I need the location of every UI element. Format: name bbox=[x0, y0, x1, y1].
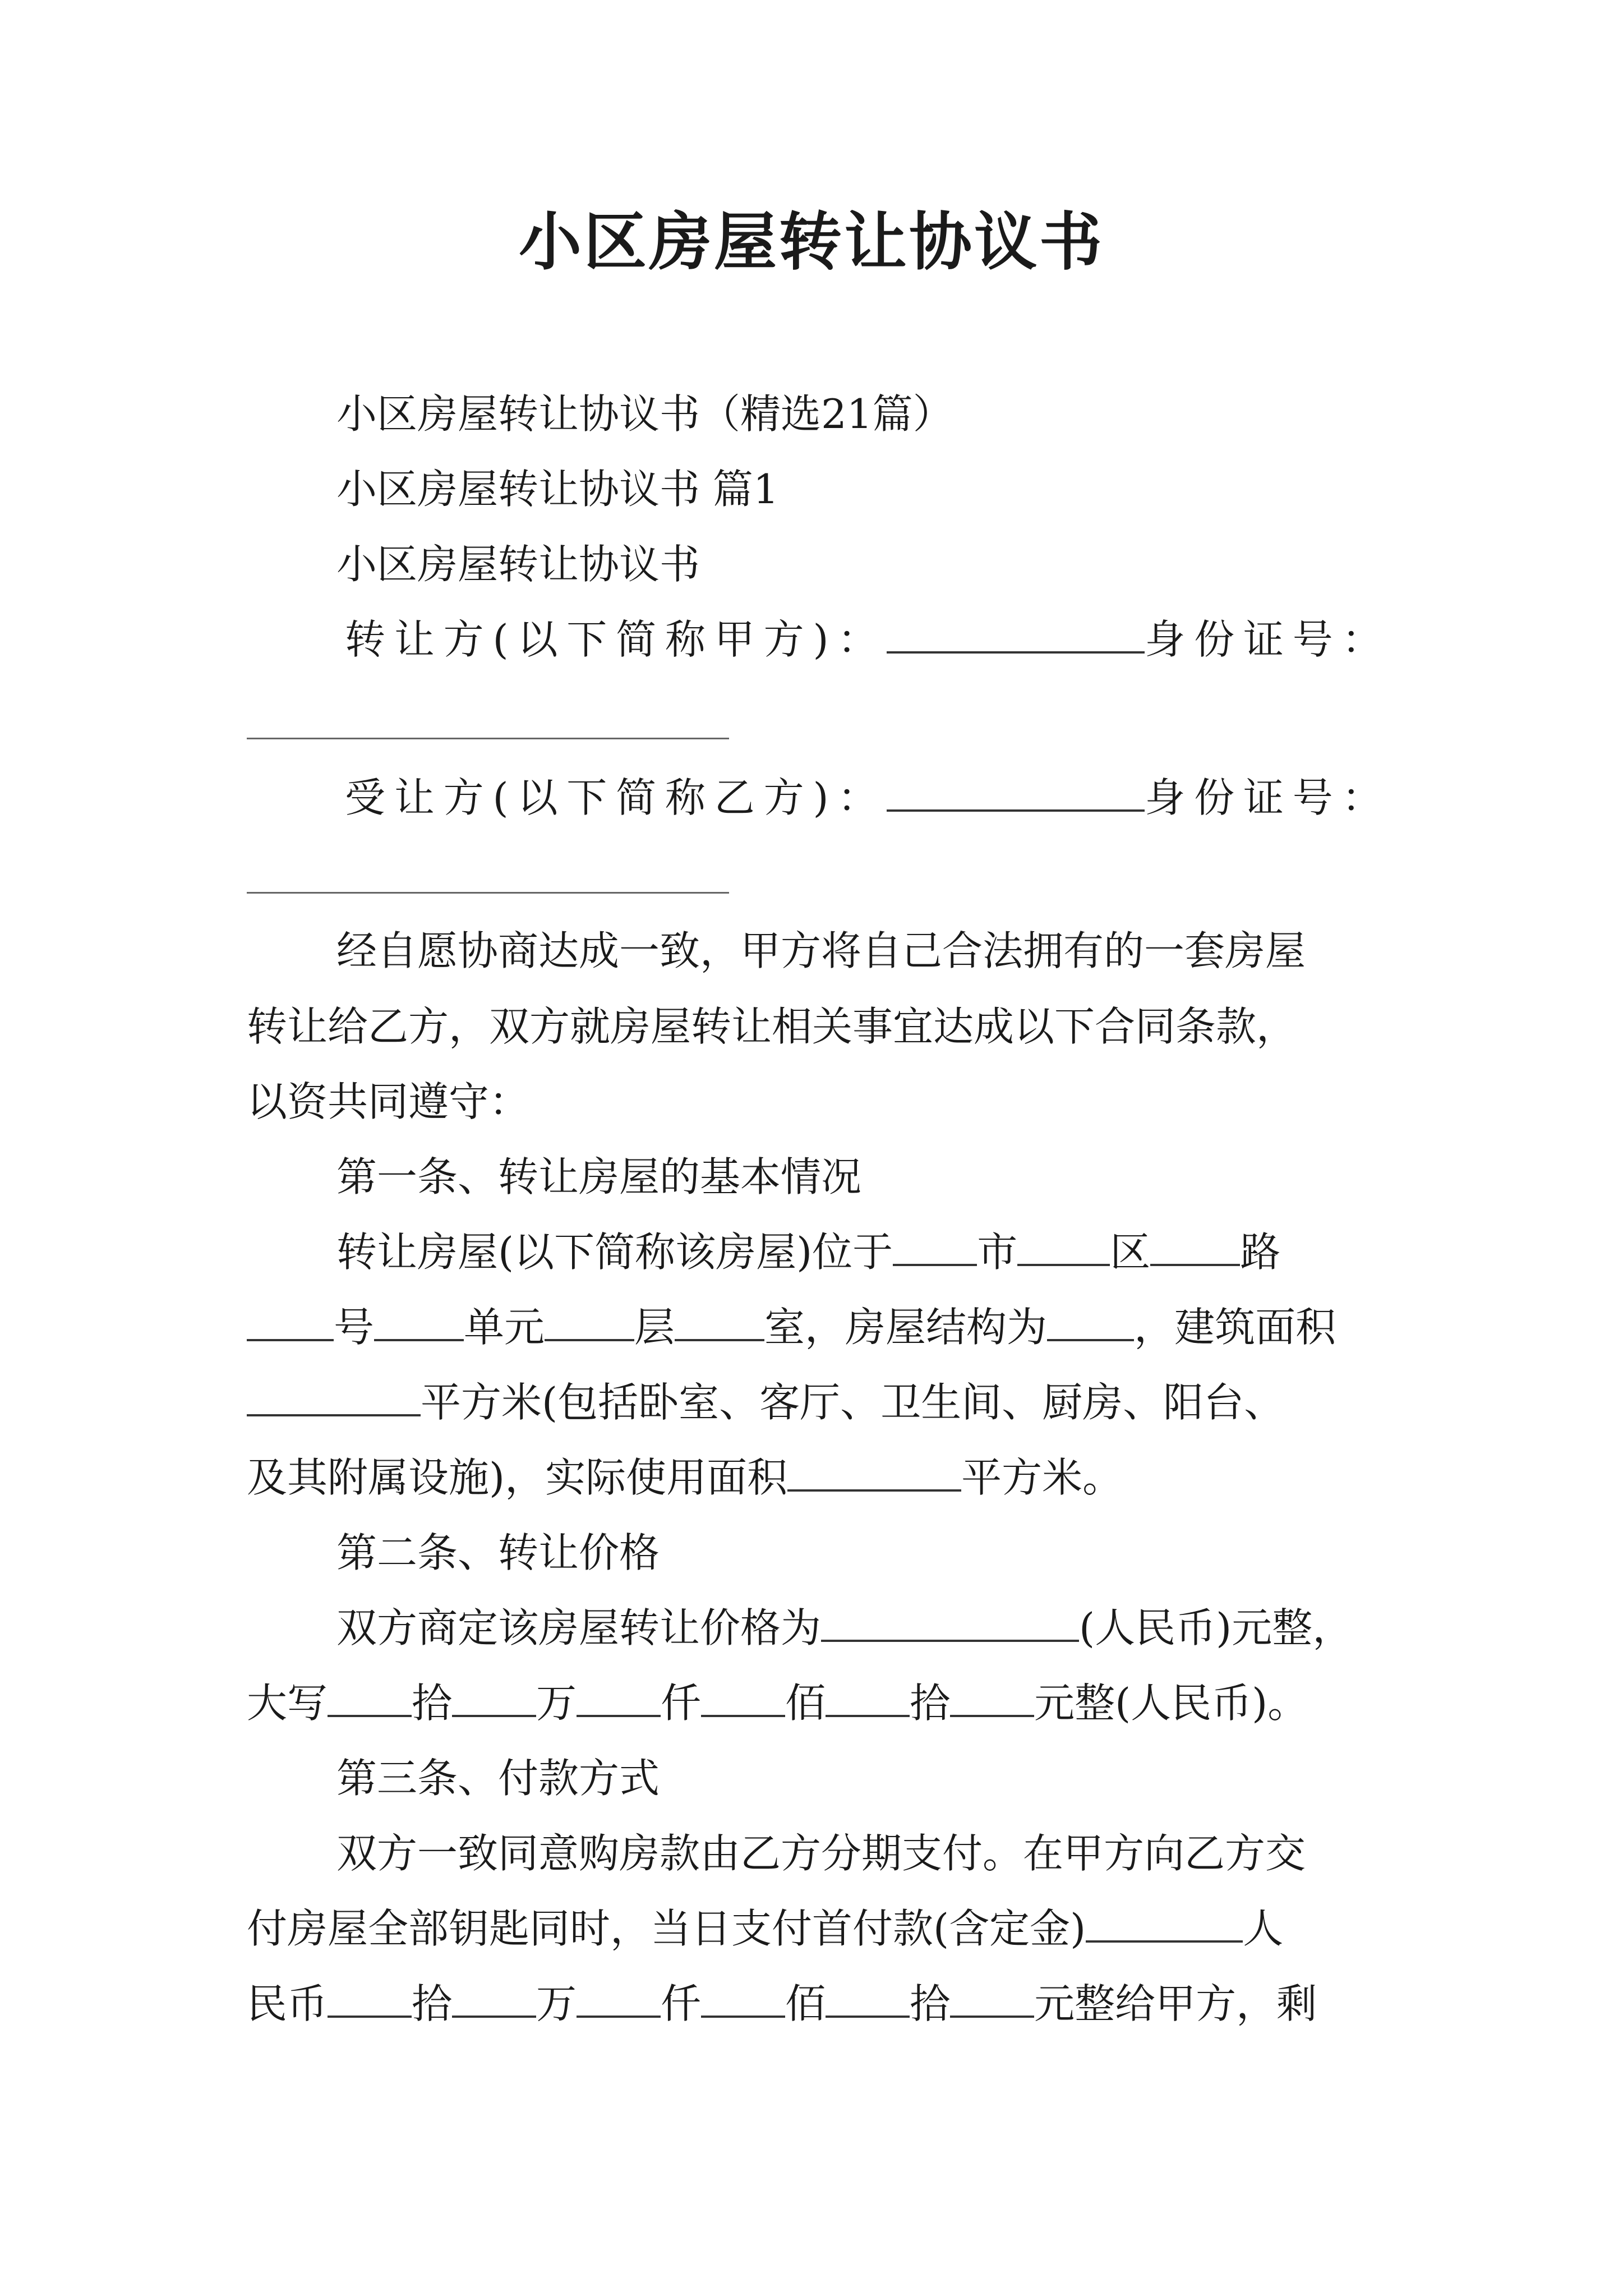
document-title: 小区房屋转让协议书 bbox=[519, 205, 1104, 279]
room-structure-label: 室，房屋结构为 bbox=[764, 1304, 1048, 1351]
article1-location-label: 转让房屋(以下简称该房屋)位于 bbox=[336, 1228, 893, 1276]
article3-heading: 第三条、付款方式 bbox=[336, 1755, 660, 1802]
city-label: 市 bbox=[977, 1228, 1018, 1276]
usable-area-label: 及其附属设施)，实际使用面积 bbox=[247, 1454, 788, 1501]
structure-blank bbox=[1047, 1302, 1134, 1341]
article3-line-1: 双方一致同意购房款由乙方分期支付。在甲方向乙方交 bbox=[336, 1830, 1306, 1877]
article1-line-3 bbox=[247, 1374, 1284, 1430]
pay-shi-blank bbox=[826, 1978, 910, 2018]
pay-qian-blank bbox=[577, 1978, 661, 2018]
intro-line-2: 转让给乙方，双方就房屋转让相关事宜达成以下合同条款， bbox=[247, 1003, 1297, 1050]
down-payment-label: 付房屋全部钥匙同时，当日支付首付款(含定金) bbox=[247, 1905, 1086, 1952]
district-label: 区 bbox=[1110, 1228, 1151, 1276]
pay-bai-label: 佰 bbox=[785, 1980, 826, 2027]
article1-line-1 bbox=[336, 1224, 1280, 1280]
shi-label: 拾 bbox=[412, 1680, 453, 1727]
transferor-id-blank bbox=[247, 738, 729, 739]
article2-line-1 bbox=[336, 1600, 1353, 1656]
transferor-id-label: 身份证号： bbox=[1145, 616, 1391, 663]
pay-bai-blank bbox=[701, 1978, 785, 2018]
usable-area-blank bbox=[787, 1452, 961, 1492]
floor-blank bbox=[545, 1302, 634, 1341]
rmb-label: 民币 bbox=[247, 1980, 328, 2027]
floor-label: 层 bbox=[634, 1304, 675, 1351]
pay-yuan-blank bbox=[950, 1978, 1034, 2018]
article3-line-3 bbox=[247, 1976, 1317, 2032]
unit-label: 单元 bbox=[464, 1304, 545, 1351]
down-payment-blank bbox=[1086, 1903, 1243, 1943]
pay-wan-blank bbox=[452, 1978, 536, 2018]
yuan-label: 元整(人民币)。 bbox=[1034, 1680, 1308, 1727]
article1-line-2 bbox=[247, 1299, 1336, 1355]
pay-yuan-label: 元整给甲方，剩 bbox=[1034, 1980, 1317, 2027]
usable-area-unit: 平方米。 bbox=[961, 1454, 1123, 1501]
transferee-id-label: 身份证号： bbox=[1145, 774, 1391, 821]
pay-qian-label: 仟 bbox=[661, 1980, 702, 2027]
road-label: 路 bbox=[1240, 1228, 1281, 1276]
building-area-blank bbox=[247, 1377, 421, 1416]
district-blank bbox=[1017, 1227, 1110, 1266]
doc-name: 小区房屋转让协议书 bbox=[336, 541, 700, 588]
transferee-id-blank bbox=[247, 892, 729, 894]
article3-line-2 bbox=[247, 1901, 1283, 1957]
transferee-name-blank bbox=[887, 772, 1145, 812]
price-label: 双方商定该房屋转让价格为 bbox=[336, 1604, 822, 1651]
bai-label: 佰 bbox=[785, 1680, 826, 1727]
number-label: 号 bbox=[334, 1304, 375, 1351]
down-payment-unit: 人 bbox=[1243, 1905, 1284, 1952]
transferor-line bbox=[345, 611, 1391, 668]
building-area-detail: 平方米(包括卧室、客厅、卫生间、厨房、阳台、 bbox=[421, 1379, 1285, 1426]
shi-blank bbox=[826, 1678, 910, 1717]
bai-blank bbox=[701, 1678, 785, 1717]
number-blank bbox=[247, 1302, 334, 1341]
article1-line-4 bbox=[247, 1450, 1123, 1506]
shi-wan-blank bbox=[328, 1678, 412, 1717]
wan-label: 万 bbox=[536, 1680, 577, 1727]
wan-blank bbox=[452, 1678, 536, 1717]
transferee-line bbox=[345, 770, 1391, 826]
pay-wan-label: 万 bbox=[536, 1980, 577, 2027]
pay-shi-wan-blank bbox=[328, 1978, 412, 2018]
city-blank bbox=[893, 1227, 977, 1266]
subtitle-line: 小区房屋转让协议书（精选21篇） bbox=[336, 390, 953, 438]
unit-blank bbox=[374, 1302, 464, 1341]
transferor-name-blank bbox=[887, 614, 1145, 654]
article1-heading: 第一条、转让房屋的基本情况 bbox=[336, 1153, 862, 1200]
building-area-label: ，建筑面积 bbox=[1134, 1304, 1336, 1351]
yuan-blank bbox=[950, 1678, 1034, 1717]
transferee-label: 受让方(以下简称乙方)： bbox=[345, 774, 887, 821]
qian-blank bbox=[577, 1678, 661, 1717]
road-blank bbox=[1150, 1227, 1240, 1266]
uppercase-label: 大写 bbox=[247, 1680, 328, 1727]
price-unit: (人民币)元整， bbox=[1079, 1604, 1353, 1651]
article2-line-2 bbox=[247, 1675, 1308, 1731]
qian-label: 仟 bbox=[661, 1680, 702, 1727]
shi2-label: 拾 bbox=[910, 1680, 951, 1727]
section-heading: 小区房屋转让协议书 篇1 bbox=[336, 466, 779, 513]
intro-line-1: 经自愿协商达成一致，甲方将自己合法拥有的一套房屋 bbox=[336, 927, 1306, 974]
article2-heading: 第二条、转让价格 bbox=[336, 1529, 660, 1576]
price-blank bbox=[821, 1603, 1079, 1642]
room-blank bbox=[675, 1302, 764, 1341]
pay-shi-label: 拾 bbox=[412, 1980, 453, 2027]
transferor-label: 转让方(以下简称甲方)： bbox=[345, 616, 887, 663]
pay-shi2-label: 拾 bbox=[910, 1980, 951, 2027]
intro-line-3: 以资共同遵守： bbox=[247, 1078, 530, 1125]
